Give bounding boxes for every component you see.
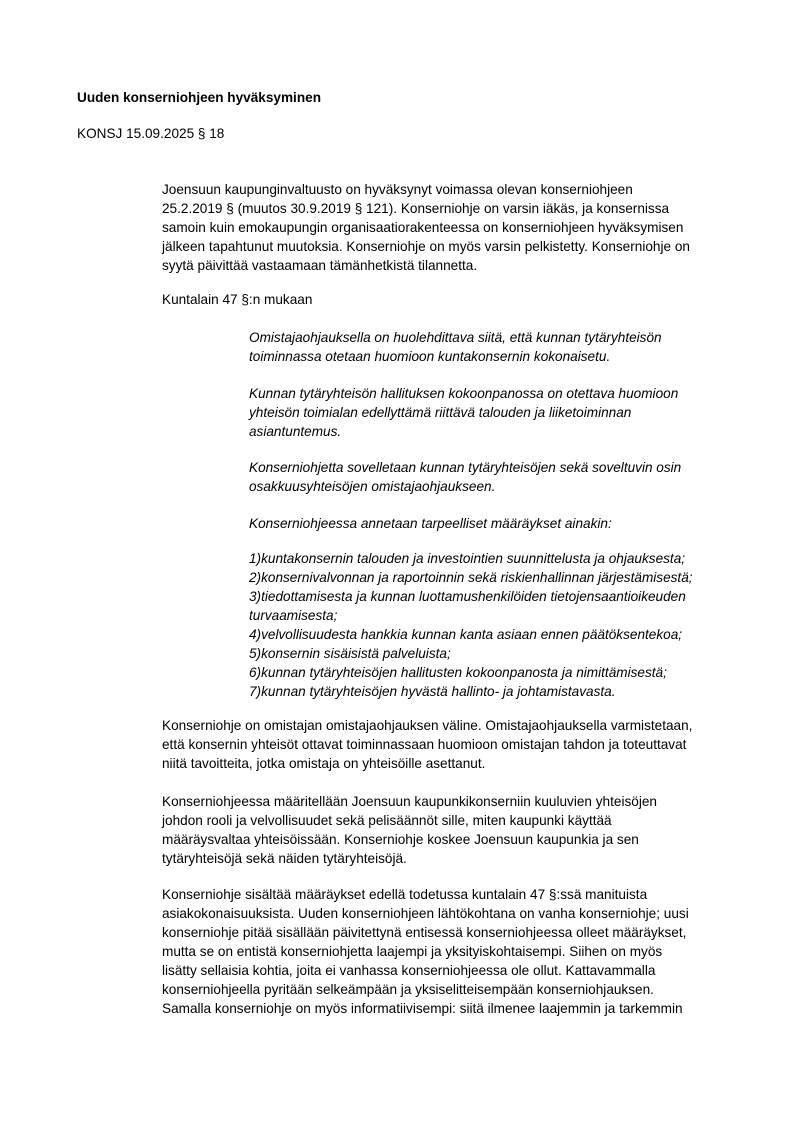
law-quote-list bbox=[249, 549, 693, 701]
text-line: osakkuusyhteisöjen omistajaohjaukseen. bbox=[249, 479, 496, 494]
law-quote-2 bbox=[249, 384, 678, 441]
list-item: 3)tiedottamisesta ja kunnan luottamushenkilöiden tietojensaantioikeuden bbox=[249, 589, 686, 604]
text-line: asiantuntemus. bbox=[249, 424, 342, 439]
text-line: lisätty sellaisia kohtia, joita ei vanhassa konserniohjeessa ole ollut. Kattavammalla bbox=[162, 963, 656, 978]
law-quote-3 bbox=[249, 458, 681, 496]
text-line: konserniohjeella pyritään selkeämpään ja yksiselitteisempään konserniohjauksen. bbox=[162, 982, 654, 997]
text-line: yhteisön toimialan edellyttämä riittävä talouden ja liiketoiminnan bbox=[249, 405, 632, 420]
intro-paragraph bbox=[162, 180, 690, 275]
law-reference bbox=[162, 290, 312, 309]
text-line: toiminnassa otetaan huomioon kuntakonsernin kokonaisetu. bbox=[249, 349, 611, 364]
text-line: Konserniohjeessa annetaan tarpeelliset määräykset ainakin: bbox=[249, 516, 612, 531]
paragraph-1 bbox=[162, 716, 692, 773]
text-line: 25.2.2019 § (muutos 30.9.2019 § 121). Konserniohje on varsin iäkäs, ja konsernissa bbox=[162, 201, 670, 216]
text-line: määräysvaltaa yhteisöissään. Konserniohje koskee Joensuun kaupunkia ja sen bbox=[162, 832, 639, 847]
law-quote-4 bbox=[249, 514, 612, 533]
list-item: 7)kunnan tytäryhteisöjen hyvästä hallinto- ja johtamistavasta. bbox=[249, 684, 616, 699]
list-item: 5)konsernin sisäisistä palveluista; bbox=[249, 646, 451, 661]
text-line: niitä tavoitteita, jotka omistaja on yhteisöille asettanut. bbox=[162, 756, 486, 771]
text-line: asiakokonaisuuksista. Uuden konserniohjeen lähtökohtana on vanha konserniohje; uusi bbox=[162, 906, 689, 921]
text-line: tytäryhteisöjä sekä näiden tytäryhteisöjä. bbox=[162, 851, 407, 866]
text-line: Konserniohje sisältää määräykset edellä todetussa kuntalain 47 §:ssä manituista bbox=[162, 887, 648, 902]
paragraph-3 bbox=[162, 885, 689, 1018]
meeting-reference: KONSJ 15.09.2025 § 18 bbox=[77, 126, 225, 141]
text-line: Omistajaohjauksella on huolehdittava siitä, että kunnan tytäryhteisön bbox=[249, 330, 662, 345]
text-line: konserniohje pitää sisällään päivitettynä entisessä konserniohjeessa olleet määräykset, bbox=[162, 925, 687, 940]
list-item: 1)kuntakonsernin talouden ja investointien suunnittelusta ja ohjauksesta; bbox=[249, 551, 686, 566]
text-line: Konserniohje on omistajan omistajaohjauksen väline. Omistajaohjauksella varmistetaan, bbox=[162, 718, 693, 733]
text-line: Konserniohjeessa määritellään Joensuun kaupunkikonserniin kuuluvien yhteisöjen bbox=[162, 794, 657, 809]
list-item: 4)velvollisuudesta hankkia kunnan kanta asiaan ennen päätöksentekoa; bbox=[249, 627, 683, 642]
document-title: Uuden konserniohjeen hyväksyminen bbox=[77, 90, 322, 105]
list-item: 6)kunnan tytäryhteisöjen hallitusten kokoonpanosta ja nimittämisestä; bbox=[249, 665, 667, 680]
text-line: Joensuun kaupunginvaltuusto on hyväksynyt voimassa olevan konserniohjeen bbox=[162, 182, 633, 197]
text-line: mutta se on entistä konserniohjetta laajempi ja yksityiskohtaisempi. Siihen on myös bbox=[162, 944, 663, 959]
list-item: 2)konsernivalvonnan ja raportoinnin sekä riskienhallinnan järjestämisestä; bbox=[249, 570, 693, 585]
text-line: syytä päivittää vastaamaan tämänhetkistä tilannetta. bbox=[162, 258, 478, 273]
paragraph-2 bbox=[162, 792, 657, 868]
text-line: johdon rooli ja velvollisuudet sekä pelisäännöt sille, miten kaupunki käyttää bbox=[162, 813, 612, 828]
list-item: turvaamisesta; bbox=[249, 608, 338, 623]
text-line: että konsernin yhteisöt ottavat toiminnassaan huomioon omistajan tahdon ja toteuttavat bbox=[162, 737, 687, 752]
text-line: Samalla konserniohje on myös informatiivisempi: siitä ilmenee laajemmin ja tarkemmin bbox=[162, 1001, 683, 1016]
text-line: Konserniohjetta sovelletaan kunnan tytäryhteisöjen sekä soveltuvin osin bbox=[249, 460, 682, 475]
law-quote-1 bbox=[249, 328, 662, 366]
text-line: samoin kuin emokaupungin organisaatiorakenteessa on konserniohjeen hyväksymisen bbox=[162, 220, 684, 235]
text-line: Kuntalain 47 §:n mukaan bbox=[162, 292, 313, 307]
text-line: Kunnan tytäryhteisön hallituksen kokoonpanossa on otettava huomioon bbox=[249, 386, 679, 401]
text-line: jälkeen tapahtunut muutoksia. Konserniohje on myös varsin pelkistetty. Konserniohje on bbox=[162, 239, 690, 254]
